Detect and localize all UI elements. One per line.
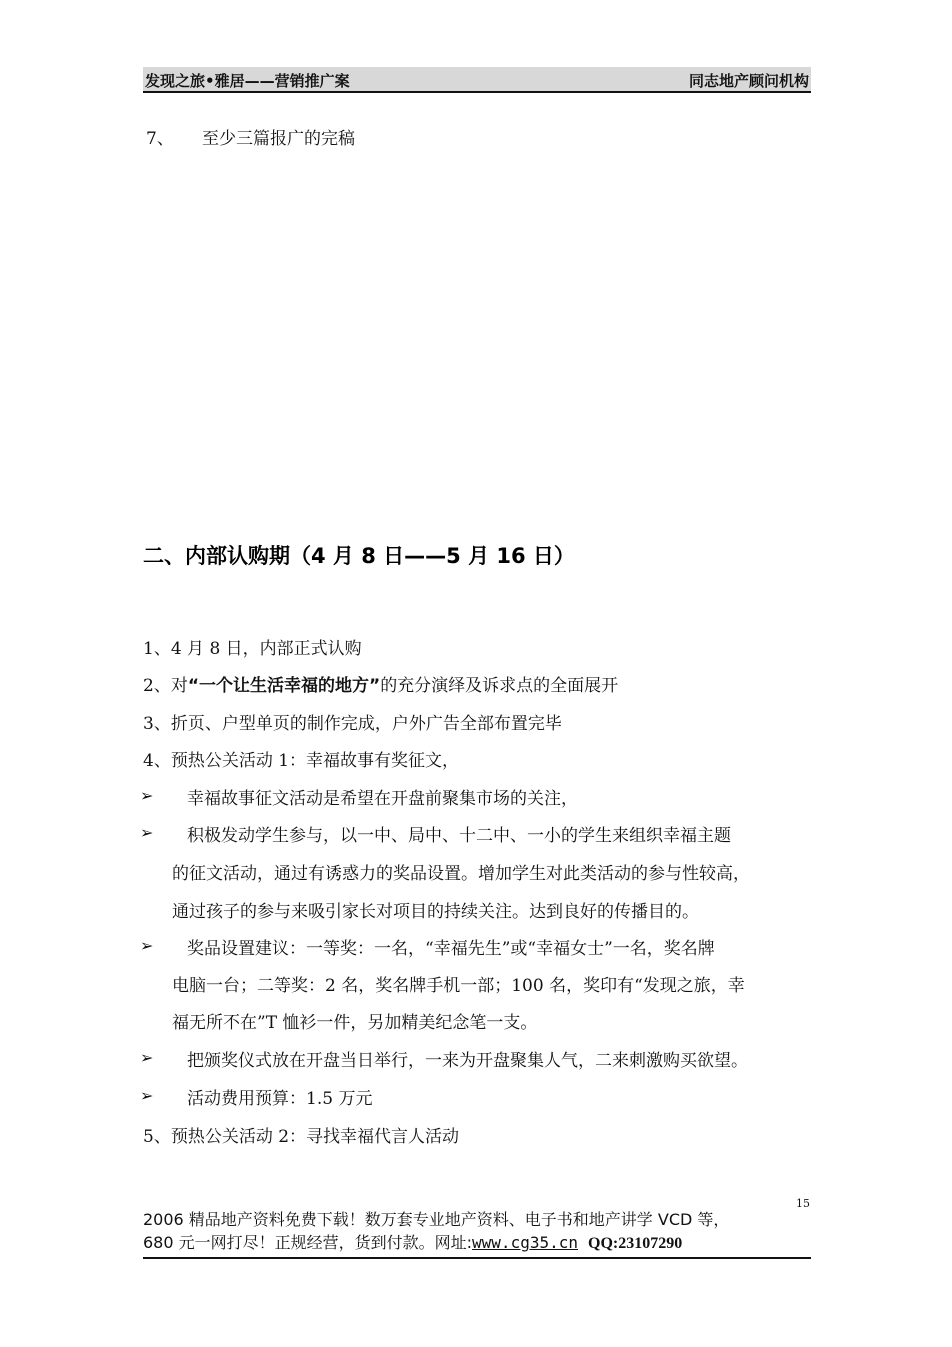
list-item-2 xyxy=(143,671,618,696)
bullet-item: 活动费用预算：1.5 万元 xyxy=(187,1089,373,1109)
arrow-bullet-icon: ➢ xyxy=(140,936,154,955)
page-footer xyxy=(143,1208,811,1259)
page-number: 15 xyxy=(796,1197,810,1210)
arrow-bullet-icon: ➢ xyxy=(140,1086,154,1105)
section-title: 二、内部认购期（4 月 8 日——5 月 16 日） xyxy=(143,544,575,568)
item-number: 7、 xyxy=(146,129,174,149)
list-item-3: 3、折页、户型单页的制作完成，户外广告全部布置完毕 xyxy=(143,714,562,734)
qq-contact: QQ:23107290 xyxy=(588,1235,683,1252)
list-item-1: 1、4 月 8 日，内部正式认购 xyxy=(143,639,362,659)
bullet-continuation: 的征文活动，通过有诱惑力的奖品设置。增加学生对此类活动的参与性较高， xyxy=(172,864,750,884)
page-header xyxy=(143,67,811,93)
bullet-item: 把颁奖仪式放在开盘当日举行，一来为开盘聚集人气，二来刺激购买欲望。 xyxy=(187,1051,748,1071)
bullet-continuation: 电脑一台；二等奖：2 名，奖名牌手机一部；100 名，奖印有“发现之旅，幸 xyxy=(172,976,745,996)
footer-text: 680 元一网打尽！正规经营，货到付款。网址: xyxy=(143,1233,473,1252)
arrow-bullet-icon: ➢ xyxy=(140,1048,154,1067)
arrow-bullet-icon: ➢ xyxy=(140,786,154,805)
website-link[interactable]: www.cg35.cn xyxy=(472,1233,578,1252)
item-text: 至少三篇报广的完稿 xyxy=(202,129,355,149)
arrow-bullet-icon: ➢ xyxy=(140,823,154,842)
bullet-item: 积极发动学生参与，以一中、局中、十二中、一小的学生来组织幸福主题 xyxy=(187,826,731,846)
bullet-continuation: 福无所不在”T 恤衫一件，另加精美纪念笔一支。 xyxy=(172,1013,538,1033)
item-suffix: 的充分演绎及诉求点的全面展开 xyxy=(380,676,619,696)
item-prefix: 2、对 xyxy=(143,676,188,696)
footer-line-2 xyxy=(143,1231,811,1255)
slogan-emphasis: “一个让生活幸福的地方” xyxy=(187,676,381,696)
bullet-continuation: 通过孩子的参与来吸引家长对项目的持续关注。达到良好的传播目的。 xyxy=(172,902,699,922)
list-item-4: 4、预热公关活动 1：幸福故事有奖征文， xyxy=(143,751,460,771)
header-title: 发现之旅•雅居——营销推广案 xyxy=(145,72,350,90)
header-company: 同志地产顾问机构 xyxy=(688,72,809,90)
bullet-item: 奖品设置建议：一等奖：一名，“幸福先生”或“幸福女士”一名，奖名牌 xyxy=(187,939,715,959)
list-item-5: 5、预热公关活动 2：寻找幸福代言人活动 xyxy=(143,1127,460,1147)
footer-line-1: 2006 精品地产资料免费下载！数万套专业地产资料、电子书和地产讲学 VCD 等， xyxy=(143,1210,730,1229)
list-item-7 xyxy=(146,124,355,149)
bullet-item: 幸福故事征文活动是希望在开盘前聚集市场的关注， xyxy=(187,789,578,809)
